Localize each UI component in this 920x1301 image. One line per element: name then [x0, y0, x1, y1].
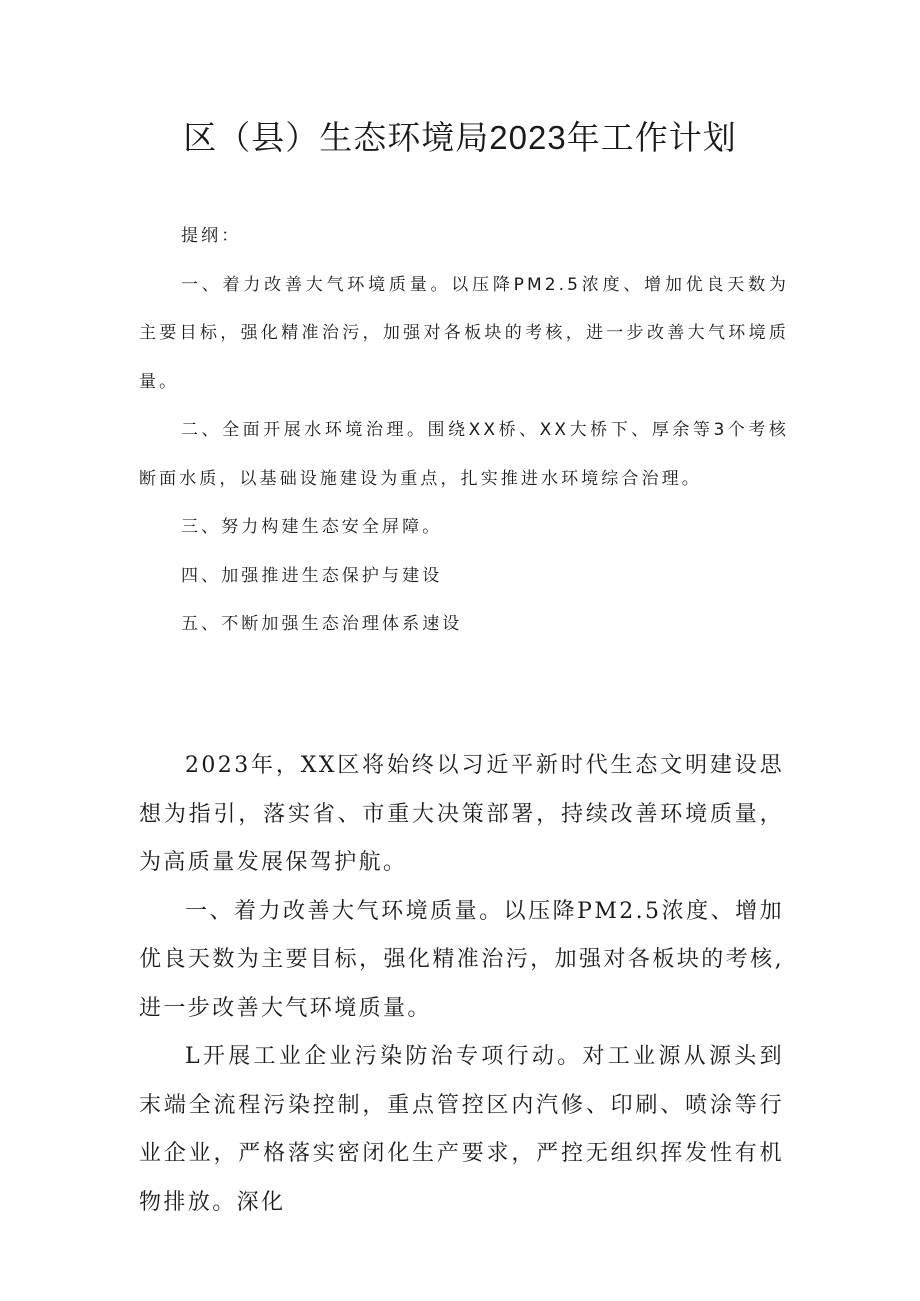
- outline-label: 提纲：: [181, 226, 242, 246]
- body-section: [139, 742, 784, 1227]
- body-paragraph-intro: 2023年，XX区将始终以习近平新时代生态文明建设思想为指引，落实省、市重大决策部署，持续改善环境质量，为高质量发展保驾护航。: [139, 753, 784, 875]
- outline-item-4: 四、加强推进生态保护与建设: [181, 565, 443, 586]
- outline-section: [139, 212, 789, 649]
- outline-item-5: 五、不断加强生态治理体系速设: [181, 614, 463, 634]
- document-title: 区（县）生态环境局2023年工作计划: [183, 119, 737, 156]
- outline-item-3: 三、努力构建生态安全屏障。: [181, 517, 443, 537]
- outline-item-1: 一、着力改善大气环境质量。以压降PM2.5浓度、增加优良天数为主要目标，强化精准治污，加强对各板块的考核，进一步改善大气环境质量。: [139, 274, 789, 392]
- outline-item-2: 二、全面开展水环境治理。围绕XX桥、XX大桥下、厚余等3个考核断面水质，以基础设施建设为重点，扎实推进水环境综合治理。: [139, 420, 789, 489]
- body-paragraph-air-quality: 一、着力改善大气环境质量。以压降PM2.5浓度、增加优良天数为主要目标，强化精准治污，加强对各板块的考核,进一步改善大气环境质量。: [139, 898, 784, 1021]
- body-paragraph-industrial: L开展工业企业污染防治专项行动。对工业源从源头到末端全流程污染控制，重点管控区内汽修、印刷、喷涂等行业企业，严格落实密闭化生产要求，严控无组织挥发性有机物排放。深化: [139, 1044, 784, 1215]
